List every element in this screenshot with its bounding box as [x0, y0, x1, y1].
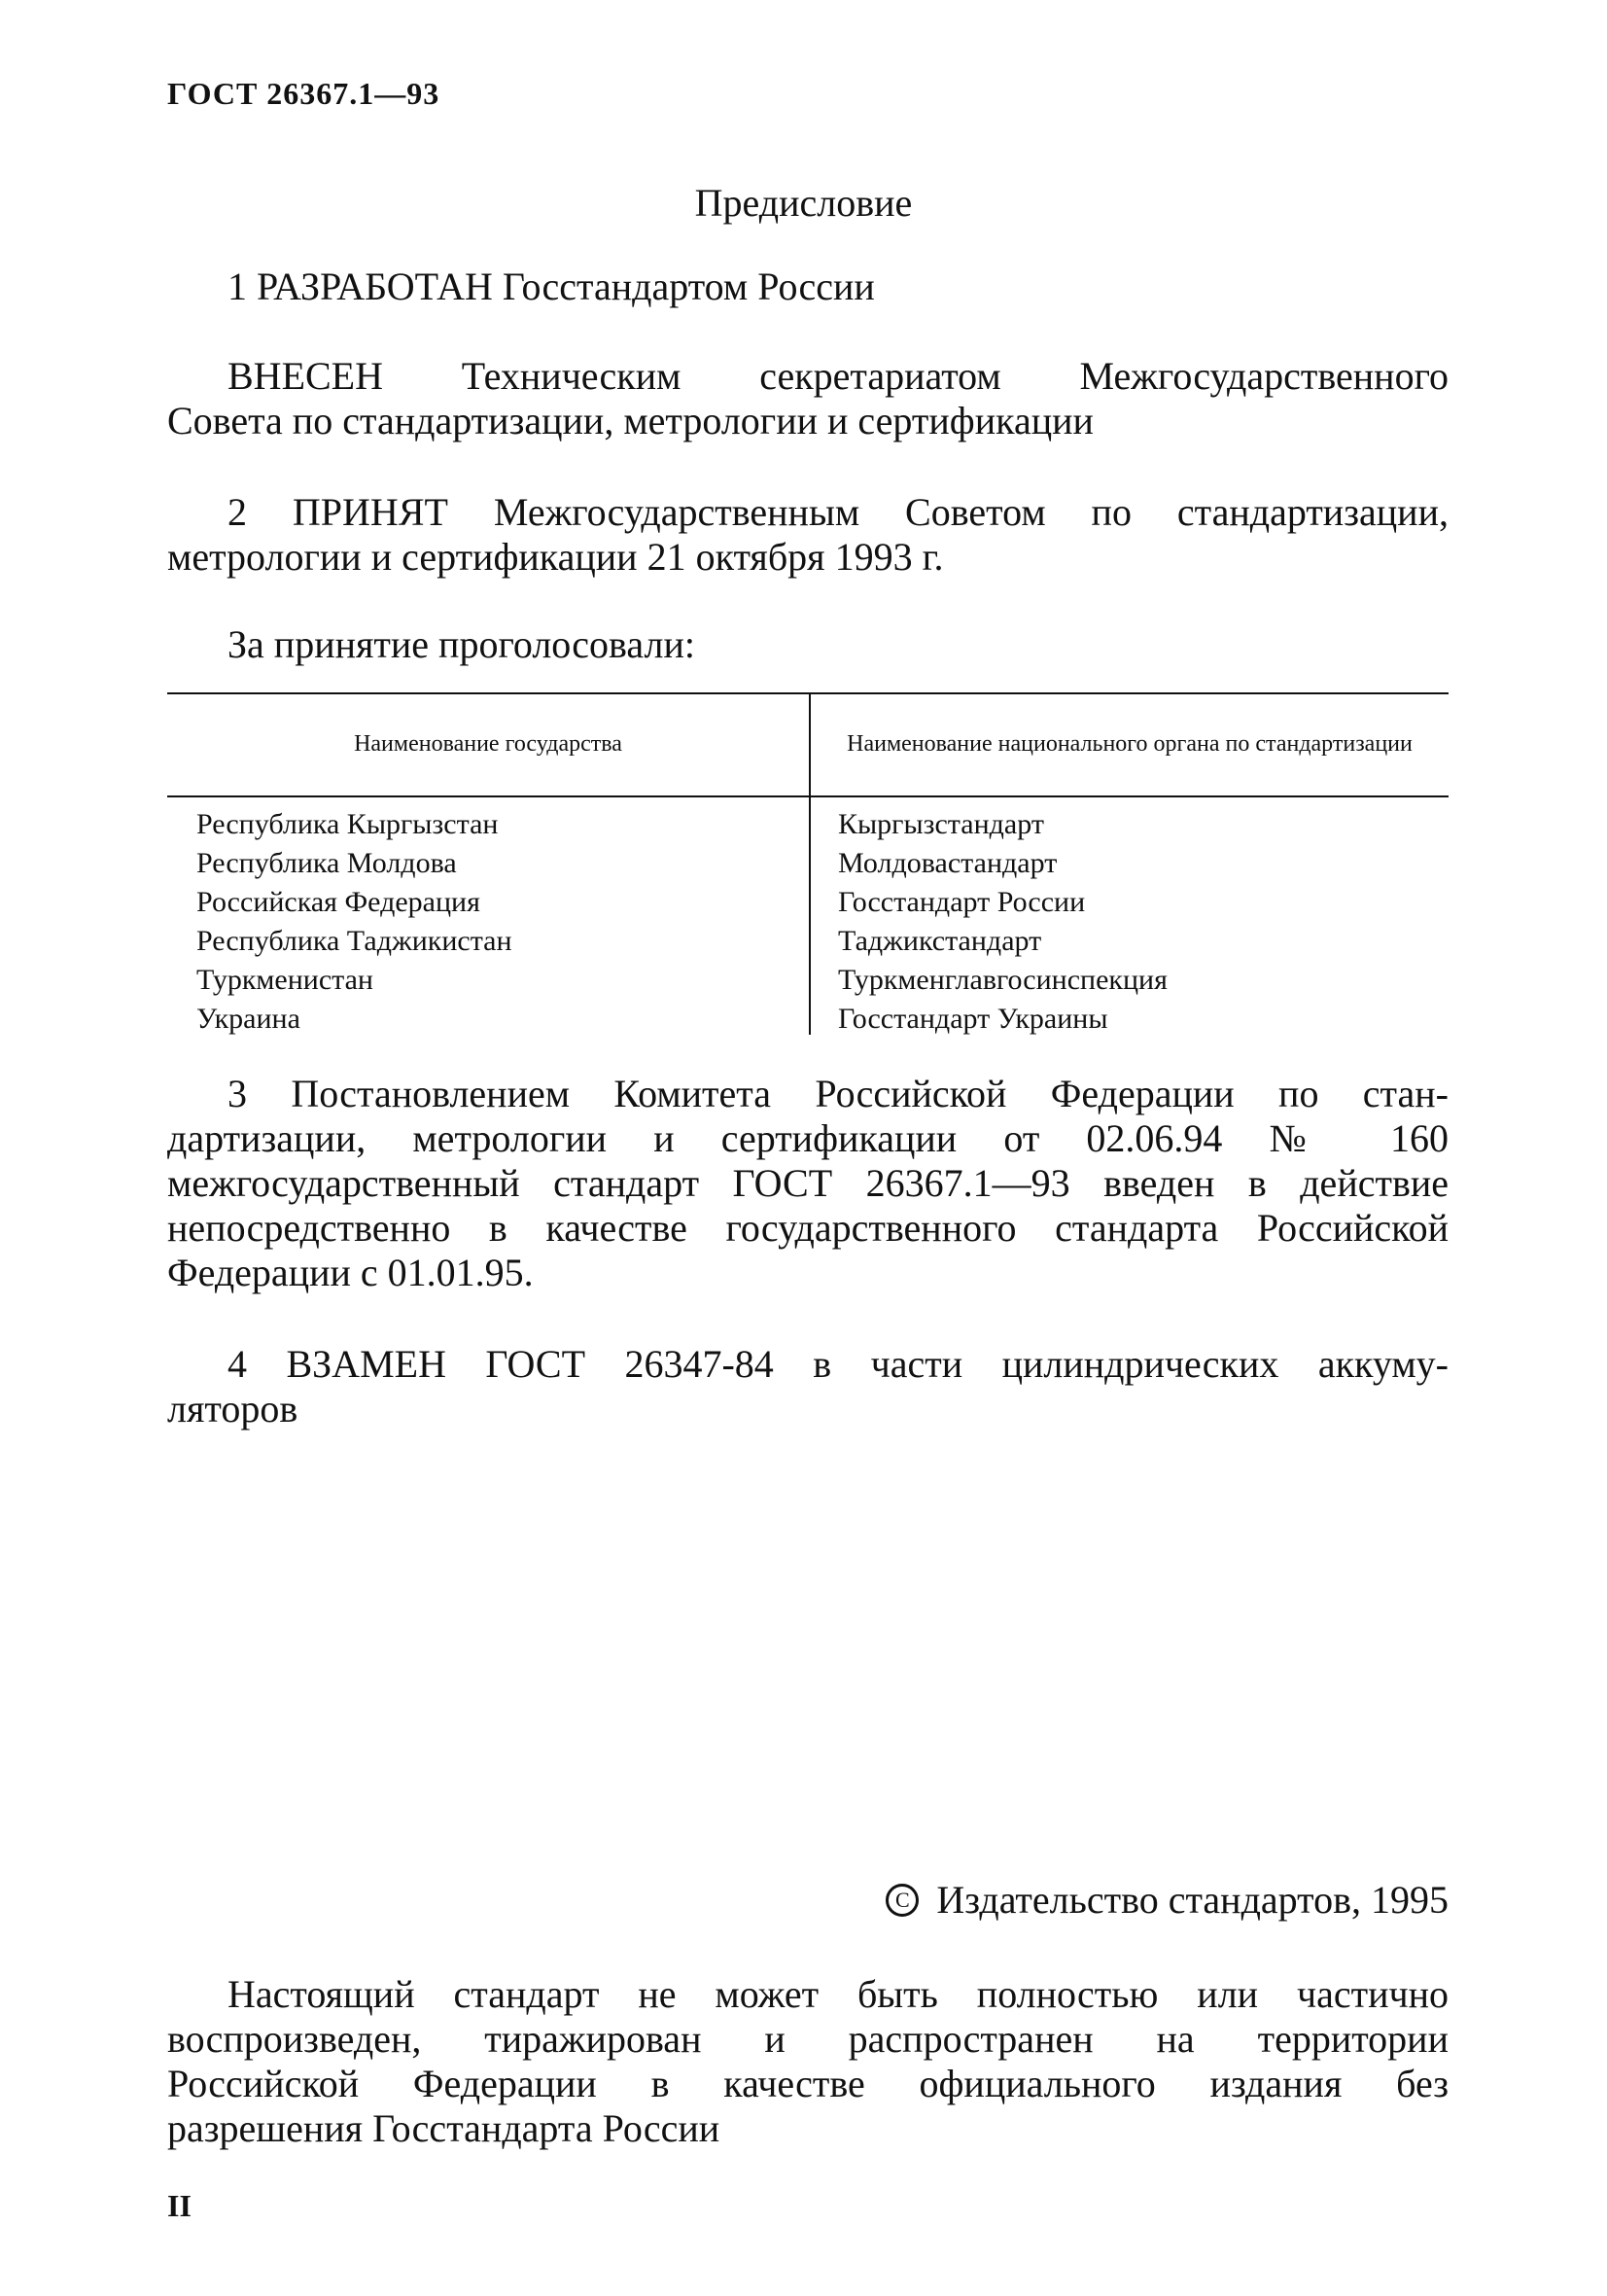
adopted-paragraph [167, 490, 1449, 580]
vote-table [167, 692, 1449, 1035]
copyright-icon: C [886, 1884, 919, 1917]
table-cell-body: Госстандарт Украины [838, 1003, 1108, 1035]
developed-line: 1 РАЗРАБОТАН Госстандартом России [227, 265, 875, 308]
developed-paragraph [167, 265, 1449, 309]
notice-line: воспроизведен, тиражирован и распространен на территории [167, 2017, 1449, 2061]
table-column-states [196, 805, 799, 1039]
decree-line: 3 Постановлением Комитета Российской Федерации по стан- [227, 1072, 1449, 1115]
decree-line: Федерации с 01.01.95. [167, 1251, 534, 1294]
table-cell-state: Российская Федерация [196, 886, 480, 918]
page-title: Предисловие [694, 181, 913, 225]
doc-code-header: ГОСТ 26367.1—93 [167, 76, 440, 111]
decree-line: дартизации, метрологии и сертификации от 02.06.94 № 160 [167, 1116, 1449, 1160]
voted-intro [167, 622, 1449, 667]
notice-paragraph [167, 1972, 1449, 2151]
adopted-line: 2 ПРИНЯТ Межгосударственным Советом по стандартизации, [227, 490, 1449, 534]
table-cell-body: Кыргызстандарт [838, 808, 1044, 840]
notice-line: Настоящий стандарт не может быть полностью или частично [227, 1972, 1449, 2016]
decree-line: межгосударственный стандарт ГОСТ 26367.1—93 введен в действие [167, 1161, 1449, 1205]
adopted-line: метрологии и сертификации 21 октября 1993 г. [167, 535, 944, 579]
table-header-state: Наименование государства [354, 731, 622, 757]
table-cell-body: Госстандарт России [838, 886, 1086, 918]
table-cell-body: Молдовастандарт [838, 847, 1058, 879]
table-cell-state: Туркменистан [196, 964, 373, 996]
decree-line: непосредственно в качестве государственного стандарта Российской [167, 1206, 1449, 1250]
notice-line: разрешения Госстандарта России [167, 2106, 720, 2150]
table-column-bodies [838, 805, 1441, 1039]
voted-intro-line: За принятие проголосовали: [227, 622, 695, 666]
table-cell-state: Республика Молдова [196, 847, 457, 879]
copyright-line [886, 1877, 1449, 1923]
decree-paragraph [167, 1072, 1449, 1295]
copyright-text: Издательство стандартов, 1995 [936, 1878, 1449, 1922]
table-cell-state: Республика Кыргызстан [196, 808, 499, 840]
table-cell-body: Таджикстандарт [838, 925, 1042, 957]
replaced-line: ляторов [167, 1387, 298, 1431]
table-header-body: Наименование национального органа по стандартизации [847, 731, 1413, 757]
introduced-paragraph [167, 354, 1449, 443]
replaced-line: 4 ВЗАМЕН ГОСТ 26347-84 в части цилиндрических аккуму- [227, 1342, 1449, 1386]
table-header-rule [167, 795, 1449, 797]
introduced-line: ВНЕСЕН Техническим секретариатом Межгосударственного [227, 354, 1449, 398]
page-number: II [167, 2188, 192, 2223]
table-cell-state: Республика Таджикистан [196, 925, 512, 957]
introduced-line: Совета по стандартизации, метрологии и сертификации [167, 399, 1094, 442]
table-cell-body: Туркменглавгосинспекция [838, 964, 1168, 996]
notice-line: Российской Федерации в качестве официального издания без [167, 2062, 1449, 2105]
replaced-paragraph [167, 1342, 1449, 1431]
table-cell-state: Украина [196, 1003, 300, 1035]
